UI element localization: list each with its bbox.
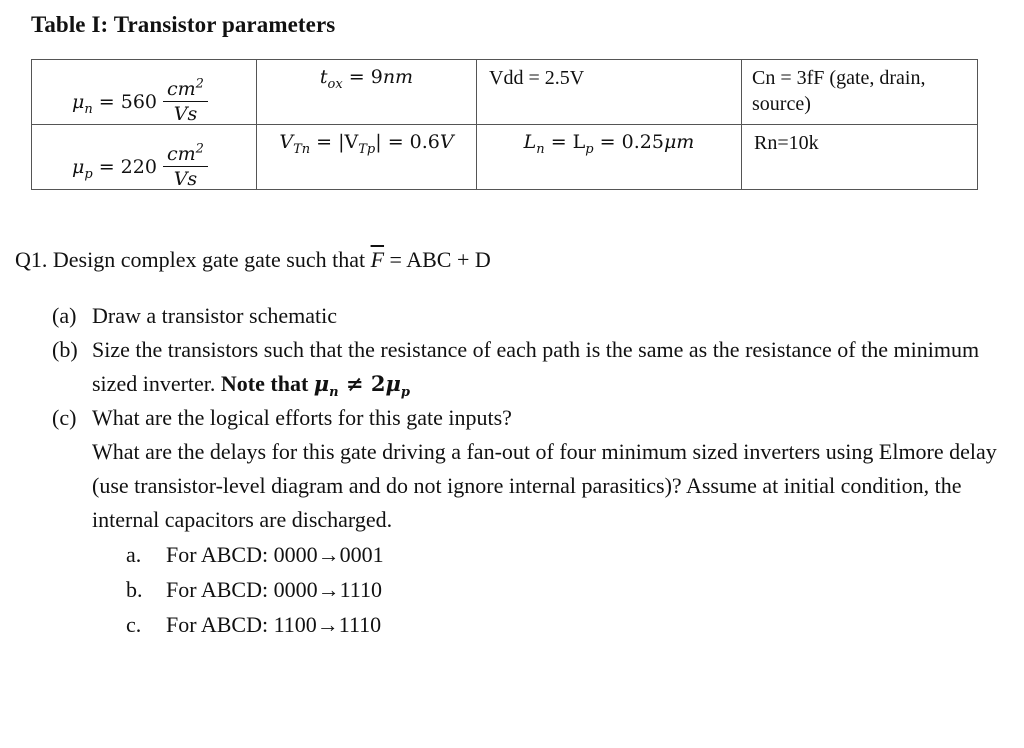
mu-p-unit-exponent: 2 — [195, 141, 204, 157]
table-row — [32, 60, 978, 125]
lp-subscript: p — [585, 141, 594, 157]
question-title — [15, 247, 491, 273]
cell-threshold-voltage — [257, 125, 477, 190]
case-text: For ABCD: 1100→1110 — [166, 612, 382, 637]
cell-mobility-n — [32, 60, 257, 125]
part-b-body — [92, 333, 1012, 401]
case-label: a. — [126, 542, 142, 567]
cell-resistance — [742, 125, 978, 190]
mu-p-symbol: μ — [72, 155, 85, 178]
length-value: = 0.25 — [593, 131, 664, 153]
part-a-text: Draw a transistor schematic — [92, 303, 337, 328]
vt-equals: = |V — [310, 131, 359, 153]
part-a-label: (a) — [52, 303, 77, 328]
cell-vdd — [477, 60, 742, 125]
mu-n-note-symbol: μ — [313, 371, 330, 396]
case-label: c. — [126, 612, 142, 637]
tox-value: = 9 — [342, 66, 383, 88]
vt-value: | = 0.6 — [375, 131, 440, 153]
cell-oxide-thickness — [257, 60, 477, 125]
vt-subscript-p: Tp — [358, 141, 376, 157]
ln-symbol: L — [523, 131, 537, 153]
mu-n-symbol: μ — [72, 90, 85, 113]
tox-subscript: ox — [327, 76, 343, 92]
length-unit: μm — [663, 131, 695, 153]
mu-n-unit-fraction — [163, 78, 208, 125]
mu-n-value: = 560 — [92, 90, 157, 113]
cell-channel-length — [477, 125, 742, 190]
part-c-body — [92, 401, 1012, 537]
mu-p-subscript: p — [84, 166, 93, 182]
table-row — [32, 125, 978, 190]
tox-symbol: t — [319, 66, 328, 88]
vdd-value: Vdd = 2.5V — [489, 67, 585, 89]
vt-subscript-n: Tn — [293, 141, 311, 157]
transistor-parameters-table — [31, 59, 978, 190]
mu-p-note-subscript: p — [400, 385, 410, 401]
question-parts — [52, 299, 1012, 642]
mu-n-unit-numerator: cm — [167, 78, 196, 100]
tox-unit: nm — [382, 66, 414, 88]
vt-symbol-n: V — [279, 131, 294, 153]
not-equal-two: ≠ 2 — [338, 371, 386, 396]
mu-n-unit-exponent: 2 — [195, 76, 204, 92]
part-b-label: (b) — [52, 337, 78, 362]
mu-n-unit-denominator: Vs — [173, 103, 198, 125]
mu-n-subscript: n — [84, 101, 93, 117]
part-c-cases — [52, 537, 1012, 642]
part-b-inequality — [313, 371, 410, 401]
part-b-text: Size the transistors such that the resistance of each path is the same as the resistance of the minimum sized inverter. — [92, 337, 980, 396]
f-bar-symbol: $\overline{F}$ — [370, 247, 385, 272]
part-c-question-1: What are the logical efforts for this gate inputs? — [92, 405, 512, 430]
mu-p-unit-fraction — [163, 143, 208, 190]
mu-p-value: = 220 — [92, 155, 157, 178]
part-c-label: (c) — [52, 405, 77, 430]
rn-value: Rn=10k — [754, 132, 819, 154]
list-item — [126, 607, 1012, 642]
case-text: For ABCD: 0000→0001 — [166, 542, 384, 567]
mu-n-note-subscript: n — [329, 385, 339, 401]
case-text: For ABCD: 0000→1110 — [166, 577, 382, 602]
mu-p-unit-numerator: cm — [166, 143, 196, 165]
part-b-note: Note that — [220, 371, 314, 396]
part-c — [52, 401, 1012, 537]
part-c-question-2: What are the delays for this gate driving a fan-out of four minimum sized inverters using Elmore delay (use transistor-level diagram and do not ignore internal parasitics)? Assume at initial condition, the internal capacitors are discharged. — [92, 439, 997, 532]
vt-unit: V — [439, 131, 454, 153]
mu-p-note-symbol: μ — [385, 371, 401, 396]
case-label: b. — [126, 577, 143, 602]
list-item — [126, 537, 1012, 572]
cn-value: Cn = 3fF (gate, drain, source) — [752, 67, 926, 115]
cell-capacitance — [742, 60, 978, 125]
table-caption: Table I: Transistor parameters — [31, 12, 336, 37]
list-item — [126, 572, 1012, 607]
mu-p-unit-denominator: Vs — [173, 168, 198, 190]
ln-subscript: n — [536, 141, 545, 157]
part-a — [52, 299, 1012, 333]
lp-equals: = L — [544, 131, 586, 153]
part-b — [52, 333, 1012, 401]
question-suffix: = ABC + D — [384, 247, 491, 272]
cell-mobility-p — [32, 125, 257, 190]
question-prefix: Q1. Design complex gate gate such that — [15, 247, 371, 272]
